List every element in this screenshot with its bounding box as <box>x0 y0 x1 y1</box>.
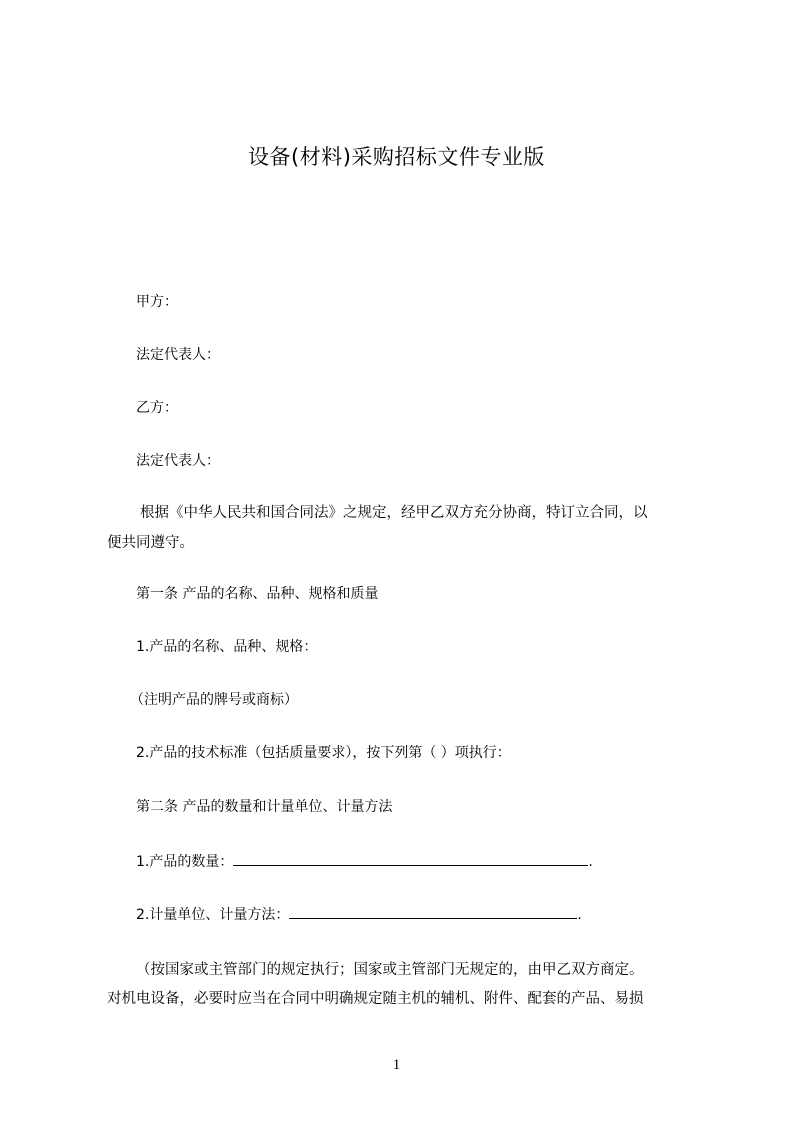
article-1-item-2: 2.产品的技术标准（包括质量要求），按下列第（ ）项执行： <box>136 745 511 761</box>
article-2-note-line-2: 对机电设备，必要时应当在合同中明确规定随主机的辅机、附件、配套的产品、易损 <box>107 991 644 1007</box>
quantity-end-mark: . <box>588 854 593 870</box>
article-1-heading: 第一条 产品的名称、品种、规格和质量 <box>136 586 379 602</box>
party-b-representative-label: 法定代表人： <box>136 453 220 469</box>
party-b-label: 乙方： <box>136 400 178 416</box>
article-1-item-1: 1.产品的名称、品种、规格： <box>136 639 318 655</box>
article-2-item-2 <box>136 903 582 925</box>
measurement-end-mark: . <box>577 907 582 923</box>
article-2-note-line-1: （按国家或主管部门的规定执行；国家或主管部门无规定的，由甲乙双方商定。 <box>136 962 644 978</box>
article-2-item-1 <box>136 850 593 872</box>
article-2-heading: 第二条 产品的数量和计量单位、计量方法 <box>136 799 393 815</box>
party-a-representative-label: 法定代表人： <box>136 347 220 363</box>
page-number: 1 <box>392 1057 401 1073</box>
measurement-label: 2.计量单位、计量方法： <box>136 907 290 923</box>
quantity-label: 1.产品的数量： <box>136 854 234 870</box>
article-1-note: （注明产品的牌号或商标） <box>130 692 298 708</box>
measurement-blank-field[interactable] <box>289 903 577 919</box>
intro-paragraph-line-2: 便共同遵守。 <box>107 535 194 551</box>
quantity-blank-field[interactable] <box>233 850 588 866</box>
party-a-label: 甲方： <box>136 294 178 310</box>
page-title: 设备(材料)采购招标文件专业版 <box>248 145 545 169</box>
intro-paragraph-line-1: 根据《中华人民共和国合同法》之规定，经甲乙双方充分协商，特订立合同，以 <box>140 505 648 521</box>
